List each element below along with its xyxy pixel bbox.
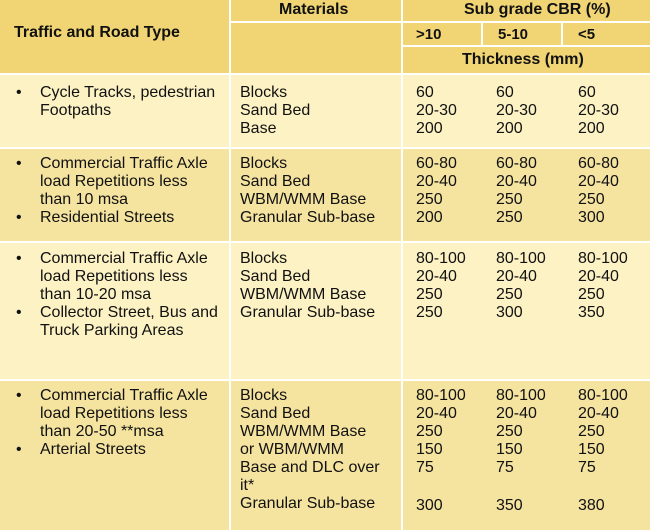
row4-cbr-lt5: 80-100 20-40 250 150 75 380 [578, 387, 628, 514]
row1-traffic [10, 84, 220, 120]
row2-cbr-5-10: 60-80 20-40 250 250 [496, 155, 537, 226]
row4-cbr-gt10: 80-100 20-40 250 150 75 300 [416, 387, 466, 514]
header-cbr-lt5 [562, 22, 650, 46]
row2-cbr-gt10: 60-80 20-40 250 200 [416, 155, 457, 226]
bullet-icon: • [16, 209, 22, 226]
list-item: • Collector Street, Bus and Truck Parking Areas [10, 304, 220, 340]
header-subgrade-cbr [402, 0, 650, 22]
bullet-icon: • [16, 84, 22, 101]
header-cbr-gt10 [402, 22, 482, 46]
header-materials-label: Materials [279, 1, 349, 18]
header-thickness [402, 46, 650, 74]
row4-cbr-5-10: 80-100 20-40 250 150 75 350 [496, 387, 546, 514]
header-cbr-5-10-label: 5-10 [498, 26, 529, 43]
header-cbr-lt5-label: <5 [578, 26, 596, 43]
row1-cbr-5-10: 60 20-30 200 [496, 84, 537, 137]
header-thickness-label: Thickness (mm) [462, 51, 584, 68]
row3-cbr-5-10: 80-100 20-40 250 300 [496, 250, 546, 321]
header-blank-materials [230, 22, 402, 74]
row3-traffic [10, 250, 220, 340]
row3-cbr-gt10: 80-100 20-40 250 250 [416, 250, 466, 321]
bullet-icon: • [16, 387, 22, 404]
bullet-icon: • [16, 250, 22, 267]
header-materials [230, 0, 402, 22]
row3-materials: Blocks Sand Bed WBM/WMM Base Granular Sub-base [240, 250, 376, 321]
header-traffic-road-type [0, 0, 230, 74]
row2-traffic [10, 155, 220, 227]
bullet-icon: • [16, 155, 22, 172]
row1-cbr-gt10: 60 20-30 200 [416, 84, 457, 137]
list-item: • Commercial Traffic Axle load Repetitions less than 20-50 **msa [10, 387, 220, 441]
row2-materials: Blocks Sand Bed WBM/WMM Base Granular Sub-base [240, 155, 376, 226]
list-item: • Cycle Tracks, pedestrian Footpaths [10, 84, 220, 120]
bullet-icon: • [16, 304, 22, 321]
list-item: • Commercial Traffic Axle load Repetitions less than 10 msa [10, 155, 220, 209]
list-item: • Arterial Streets [10, 441, 220, 459]
header-cbr-5-10 [482, 22, 562, 46]
list-item: • Commercial Traffic Axle load Repetitions less than 10-20 msa [10, 250, 220, 304]
bullet-icon: • [16, 441, 22, 458]
row3-cbr-lt5: 80-100 20-40 250 350 [578, 250, 628, 321]
row2-cbr-lt5: 60-80 20-40 250 300 [578, 155, 619, 226]
row1-cbr-lt5: 60 20-30 200 [578, 84, 619, 137]
header-subgrade-cbr-label: Sub grade CBR (%) [464, 1, 611, 18]
row1-materials: Blocks Sand Bed Base [240, 84, 311, 137]
list-item: • Residential Streets [10, 209, 220, 227]
header-cbr-gt10-label: >10 [416, 26, 442, 43]
row4-traffic [10, 387, 220, 459]
row4-materials: Blocks Sand Bed WBM/WMM Base or WBM/WMM Base and DLC over it* Granular Sub-base [240, 387, 380, 512]
header-traffic-road-type-label: Traffic and Road Type [14, 24, 180, 41]
